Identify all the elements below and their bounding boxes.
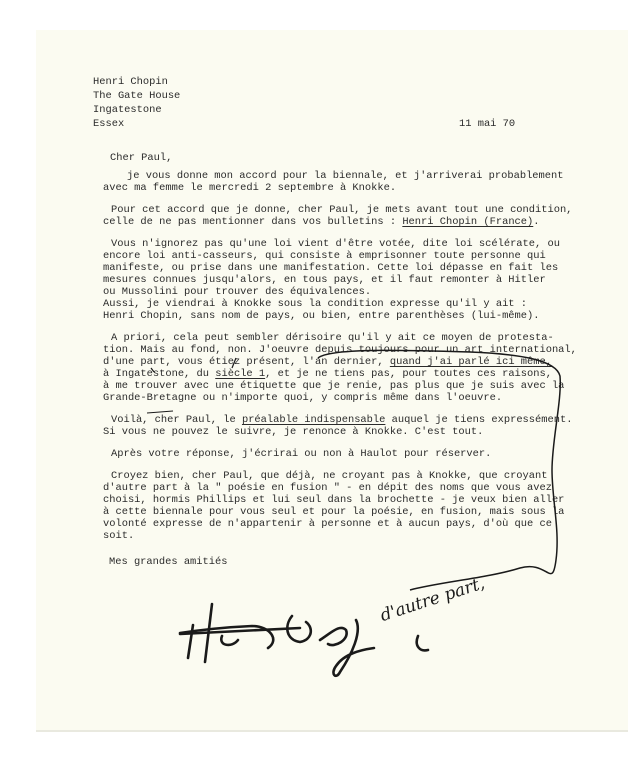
paragraph-4-line: A priori, cela peut sembler dérisoire qu'il y ait ce moyen de protesta- [111,332,554,344]
sender-town: Ingatestone [93,104,162,116]
paragraph-3-line: Aussi, je viendrai à Knokke sous la condition expresse qu'il y ait : [103,298,528,310]
paragraph-4-line: Grande-Bretagne ou n'importe quoi, y compris même dans l'oeuvre. [103,392,503,404]
paragraph-2-text: celle de ne pas mentionner dans vos bulletins : [103,216,403,228]
sheet-shadow [36,730,628,732]
paragraph-7-line: volonté expresse de n'appartenir à personne et à aucun pays, d'où que ce [103,518,552,530]
paragraph-3-line: ou Mussolini pour trouver des équivalences. [103,286,372,298]
letter-date: 11 mai 70 [459,118,516,130]
paragraph-2-line: Pour cet accord que je donne, cher Paul, je mets avant tout une condition, [111,204,573,216]
paragraph-1-line: avec ma femme le mercredi 2 septembre à Knokke. [103,182,397,194]
underlined-phrase: siècle 1 [215,368,266,380]
paragraph-7-line: à cette biennale pour vous seul et pour la poésie, en fusion, mais sous la [103,506,565,518]
sender-house: The Gate House [93,90,181,102]
paragraph-2-line: celle de ne pas mentionner dans vos bulletins : Henri Chopin (France). [103,216,540,228]
paragraph-6-line: Après votre réponse, j'écrirai ou non à Haulot pour réserver. [111,448,492,460]
letter-body [103,170,603,580]
paragraph-3-line: mesures connues jusqu'alors, en tous pays, et il faut remonter à Hitler [103,274,546,286]
paragraph-7-line: Croyez bien, cher Paul, que déjà, ne croyant pas à Knokke, que croyant [111,470,548,482]
paragraph-5-line: Si vous ne pouvez le suivre, je renonce à Knokke. C'est tout. [103,426,484,438]
paragraph-3-line: Henri Chopin, sans nom de pays, ou bien, entre parenthèses (lui-même). [103,310,540,322]
paragraph-7-line: soit. [103,530,135,542]
paragraph-4-line: à me trouver avec une étiquette que je renie, pas plus que je suis avec la [103,380,565,392]
sender-county: Essex [93,118,125,130]
paragraph-3-line: encore loi anti-casseurs, qui consiste à emprisonner toute personne qui [103,250,546,262]
underlined-phrase: quand j'ai parlé ici même, [389,356,552,368]
paragraph-4-line: d'une part, vous étiez présent, l'an dernier, quand j'ai parlé ici même, [103,356,552,368]
paragraph-1-line: je vous donne mon accord pour la biennale, et j'arriverai probablement [127,170,564,182]
paragraph-4-line: tion. Mais au fond, non. J'oeuvre depuis toujours pour un art international, [103,344,577,356]
greeting: Cher Paul, [110,152,173,164]
underlined-phrase: préalable indispensable [241,414,386,426]
paragraph-7-line: choisi, hormis Phillips et lui seul dans la brochette - je veux bien aller [103,494,565,506]
paragraph-4-line: à Ingatestone, du siècle 1, et je ne tiens pas, pour toutes ces raisons, [103,368,552,380]
paragraph-3-line: manifeste, ou prise dans une manifestation. Cette loi dépasse en fait les [103,262,559,274]
sender-address [93,76,393,136]
handwritten-note: d'autre part, [377,573,488,626]
closing-line: Mes grandes amitiés [109,556,228,568]
paragraph-3-line: Vous n'ignorez pas qu'une loi vient d'être votée, dite loi scélérate, ou [111,238,560,250]
sender-name: Henri Chopin [93,76,168,88]
underlined-name: Henri Chopin (France) [402,216,534,228]
paragraph-5-line: Voilà, cher Paul, le préalable indispensable auquel je tiens expressément. [111,414,573,426]
paragraph-7-line: d'autre part à la " poésie en fusion " - en dépit des noms que vous avez [103,482,552,494]
